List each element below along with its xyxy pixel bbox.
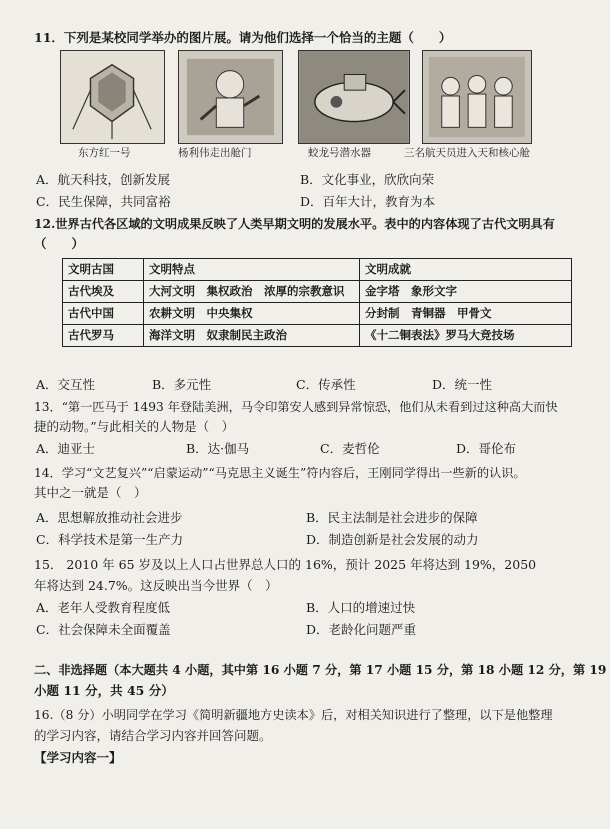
caption-4: 三名航天员进入天和核心舱 [404, 147, 530, 159]
q14-stem-line1: 14．学习“文艺复兴”“启蒙运动”“马克思主义诞生”符内容后，王刚同学得出一些新的认识。 [34, 466, 526, 480]
table-row [63, 325, 572, 347]
row-feature: 大河文明 集权政治 浓厚的宗教意识 [144, 281, 360, 303]
q12-option-c: C．传承性 [296, 377, 356, 392]
row-country: 古代罗马 [63, 325, 144, 347]
q13-option-a: A．迪亚士 [36, 441, 96, 456]
q11-picture-exhibit [60, 50, 530, 162]
q13-stem-line2: 捷的动物。”与此相关的人物是（ ） [34, 419, 235, 434]
q12-option-d: D．统一性 [432, 377, 493, 392]
q11-option-d: D．百年大计，教育为本 [300, 194, 436, 209]
row-feature: 农耕文明 中央集权 [144, 303, 360, 325]
photo-dongfanghong-satellite [60, 50, 165, 144]
q12-option-a: A．交互性 [36, 377, 96, 392]
q15-stem-line1: 15． 2010 年 65 岁及以上人口占世界总人口的 16%，预计 2025 年将达到 19%，2050 [34, 557, 537, 572]
section2-heading-line2: 小题 11 分，共 45 分） [34, 683, 174, 698]
q15-option-a: A．老年人受教育程度低 [36, 600, 171, 615]
q11-stem: 11．下列是某校同学举办的图片展。请为他们选择一个恰当的主题（ ） [34, 30, 452, 45]
row-achievement: 金字塔 象形文字 [360, 281, 572, 303]
header-achievement: 文明成就 [360, 259, 572, 281]
caption-3: 蛟龙号潜水器 [308, 147, 371, 159]
q15-option-b: B．人口的增速过快 [306, 600, 416, 615]
astronauts-illustration [423, 51, 531, 143]
q13-option-d: D．哥伦布 [456, 441, 517, 456]
photo-astronaut-exit [178, 50, 283, 144]
table-row [63, 303, 572, 325]
astronaut-illustration [179, 51, 282, 143]
photo-jiaolong-submersible [298, 50, 410, 144]
q13-option-b: B．达·伽马 [186, 441, 250, 456]
row-country: 古代中国 [63, 303, 144, 325]
q16-stem-line2: 的学习内容，请结合学习内容并回答问题。 [34, 728, 272, 743]
row-feature: 海洋文明 奴隶制民主政治 [144, 325, 360, 347]
q14-option-c: C．科学技术是第一生产力 [36, 532, 184, 547]
q15-option-d: D．老龄化问题严重 [306, 622, 417, 637]
q11-option-a: A．航天科技，创新发展 [36, 172, 171, 187]
header-country: 文明古国 [63, 259, 144, 281]
q13-stem-line1: 13．“第一匹马于 1493 年登陆美洲，马令印第安人感到异常惊恐，他们从未看到过这种高大而快 [34, 400, 558, 414]
q12-option-b: B．多元性 [152, 377, 212, 392]
civilization-table [62, 258, 572, 347]
header-feature: 文明特点 [144, 259, 360, 281]
section2-heading-line1: 二、非选择题（本大题共 4 小题，其中第 16 小题 7 分，第 17 小题 15 分，第 18 小题 12 分，第 19 [34, 663, 607, 677]
q14-stem-line2: 其中之一就是（ ） [34, 485, 147, 500]
q16-stem-line1: 16.（8 分）小明同学在学习《简明新疆地方史读本》后，对相关知识进行了整理，以下是他整理 [34, 708, 553, 722]
photo-tianhe-core-module [422, 50, 532, 144]
q12-stem-line1: 12.世界古代各区域的文明成果反映了人类早期文明的发展水平。表中的内容体现了古代文明具有 [34, 217, 555, 231]
row-achievement: 分封制 青铜器 甲骨文 [360, 303, 572, 325]
q16-sub-heading: 【学习内容一】 [34, 750, 122, 765]
table-header-row [63, 259, 572, 281]
q15-option-c: C．社会保障未全面覆盖 [36, 622, 171, 637]
q11-option-b: B．文化事业，欣欣向荣 [300, 172, 435, 187]
q14-option-a: A．思想解放推动社会进步 [36, 510, 183, 525]
row-achievement: 《十二铜表法》罗马大竞技场 [360, 325, 572, 347]
q14-option-b: B．民主法制是社会进步的保障 [306, 510, 478, 525]
submersible-illustration [299, 51, 409, 143]
q12-stem-line2: （ ） [34, 236, 85, 251]
satellite-illustration [61, 51, 164, 143]
q15-stem-line2: 年将达到 24.7%。这反映出当今世界（ ） [34, 578, 278, 593]
q11-option-c: C．民生保障，共同富裕 [36, 194, 171, 209]
table-row [63, 281, 572, 303]
row-country: 古代埃及 [63, 281, 144, 303]
caption-1: 东方红一号 [78, 147, 131, 159]
caption-2: 杨利伟走出舱门 [178, 147, 252, 159]
q14-option-d: D．制造创新是社会发展的动力 [306, 532, 479, 547]
q13-option-c: C．麦哲伦 [320, 441, 380, 456]
